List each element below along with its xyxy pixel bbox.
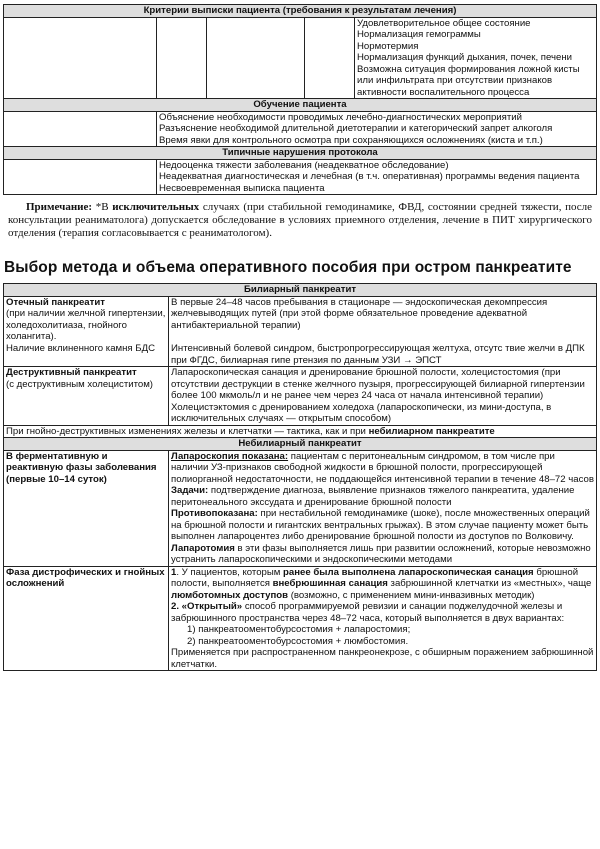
enzymatic-treatment: Лапароскопия показана: пациентам с перитонеальным синдромом, в том числе при наличии УЗ-признаков свободной жидкости в брюшной полости, прогрессирующей полиорганной недостаточности, не поддающейся интенсивной терапии в течение 48–72 часов Задачи: подтверждение диагноза, выявление признаков тяжелого панкреатита, удаление перитонеального экссудата и дренирование брюшной полости Противопоказана: при нестабильной гемодинамике (шоке), после множественных операций на брюшной полости и гигантских вентральных грыжах). В этом случае пациенту может быть выполнен лапароцентез либо дренирование брюшной полости из доступов по Волковичу. Лапаротомия в эти фазы выполняется лишь при развитии осложнений, которые невозможно устранить лапароскопическими и эндоскопическими методами [169, 450, 597, 566]
education-item: Объяснение необходимости проводимых лечебно-диагностических мероприятий [159, 111, 522, 123]
criteria-list [355, 17, 597, 99]
education-list [157, 111, 597, 147]
nonbiliary-header: Небилиарный панкреатит [4, 438, 597, 451]
note-paragraph: Примечание: *В исключительных случаях (при стабильной гемодинамике, ФВД, состоянии средней тяжести, после консультации реаниматолога) допускается обследование в условиях приемного отделения, лечение в ПИТ хирургического отделения (терапия согласовывается с реаниматологом). [8, 201, 593, 240]
document-page [0, 4, 600, 849]
surgical-method-table [3, 283, 597, 671]
education-header: Обучение пациента [4, 99, 597, 112]
education-item: Время явки для контрольного осмотра при сохраняющихся осложнениях (киста и т.п.) [159, 134, 543, 146]
violations-list [157, 159, 597, 195]
violation-item: Неадекватная диагностическая и лечебная (в т.ч. оперативная) программы ведения пациента [159, 171, 580, 182]
section-title: Выбор метода и объема оперативного пособия при остром панкреатите [4, 258, 572, 276]
edematous-cell: Отечный панкреатит (при наличии желчной гипертензии, холедохолитиаза, гнойного холангита). Наличие вклиненного камня БДС [4, 296, 169, 367]
criteria-item: Возможна ситуация формирования ложной кисты или инфильтрата при отсутствии признаков активности воспалительного процесса [357, 63, 580, 98]
purulent-note-row: При гнойно-деструктивных изменениях железы и клетчатки — тактика, как и при небилиарном панкреатите [4, 425, 597, 438]
biliary-header: Билиарный панкреатит [4, 284, 597, 297]
destructive-treatment: Лапароскопическая санация и дренирование брюшной полости, холецистостомия (при отсутствии деструкции в стенке желчного пузыря, прогрессирующей билиарной гипертензии более 100 мкмоль/л и не ранее чем через 24 часа от начала интенсивной терапии) Холецистэктомия с дренированием холедоха (лапароскопически, из мини-доступа, в исключительных случаях — открытым способом) [169, 367, 597, 426]
education-item: Разъяснение необходимой длительной диетотерапии и категорический запрет алкоголя [159, 123, 553, 134]
violations-header: Типичные нарушения протокола [4, 147, 597, 160]
discharge-criteria-table [3, 4, 597, 195]
criteria-item: Нормотермия [357, 40, 419, 52]
violation-item: Несвоевременная выписка пациента [159, 182, 325, 194]
criteria-item: Нормализация функций дыхания, почек, печени [357, 52, 572, 63]
edematous-treatment: В первые 24–48 часов пребывания в стационаре — эндоскопическая декомпрессия желчевыводящих путей (при этой форме обязательное проведение адекватной антибактериальной терапии) Интенсивный болевой синдром, быстропрогрессирующая желтуха, отсутс твие желчи в ДПК при ФГДС, билиарная гипе ртензия по данным УЗИ → ЭПСТ [169, 296, 597, 367]
criteria-item: Удовлетворительное общее состояние [357, 17, 531, 29]
criteria-header: Критерии выписки пациента (требования к результатам лечения) [4, 5, 597, 18]
purulent-phase-cell: Фаза дистрофических и гнойных осложнений [4, 566, 169, 671]
criteria-item: Нормализация гемограммы [357, 29, 481, 40]
note-label: Примечание: [26, 201, 93, 213]
enzymatic-phase-cell: В ферментативную и реактивную фазы заболевания (первые 10–14 суток) [4, 450, 169, 566]
purulent-treatment: 1. У пациентов, которым ранее была выполнена лапароскопическая санация брюшной полости, выполняется внебрюшинная санация забрюшинной клетчатки из «местных», чаще люмботомных доступов (возможно, с применением мини-инвазивных методик) 2. «Открытый» способ программируемой ревизии и санации поджелудочной железы и забрюшинного пространства через 48–72 часа, который выполняется в двух вариантах: 1) панкреатооментобурсостомия + лапаростомия; 2) панкреатооментобурсостомия + люмбостомия. Применяется при распространенном панкреонекрозе, с обширным поражением забрюшинной клетчатки. [169, 566, 597, 671]
violation-item: Недооценка тяжести заболевания (неадекватное обследование) [159, 159, 449, 171]
destructive-cell: Деструктивный панкреатит (с деструктивным холециститом) [4, 367, 169, 426]
